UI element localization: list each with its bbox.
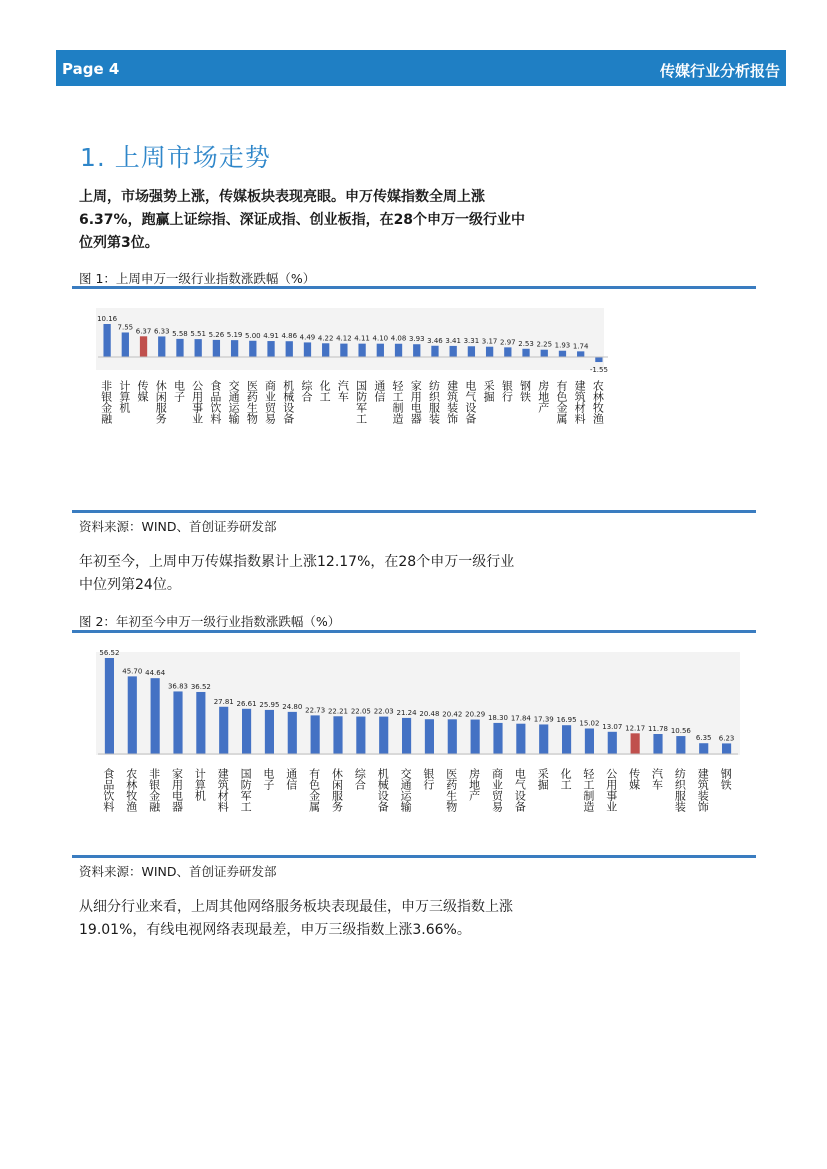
bar <box>722 743 731 754</box>
bar-value-label: 4.22 <box>317 334 334 343</box>
bar-value-label: 16.95 <box>556 716 577 725</box>
bar <box>265 710 274 754</box>
bar <box>448 719 457 754</box>
category-tick-label: 化工 <box>318 380 332 402</box>
category-tick-label: 商业贸易 <box>490 768 504 812</box>
bar-value-label: 5.26 <box>208 330 225 339</box>
bar-value-label: 22.21 <box>327 707 349 716</box>
category-tick-label: 交通运输 <box>227 380 241 424</box>
bar <box>486 347 493 357</box>
bar-value-label: 3.31 <box>463 337 480 346</box>
category-tick-label: 农林牧渔 <box>591 380 605 424</box>
bar <box>213 340 220 357</box>
bar <box>431 346 438 357</box>
bar-value-label: 2.97 <box>500 338 516 347</box>
category-tick-label: 公用事业 <box>604 768 618 812</box>
category-tick-label: 传媒 <box>627 768 641 790</box>
bar-value-label: 4.08 <box>390 334 407 343</box>
bar-value-label: 5.51 <box>190 330 206 339</box>
category-tick-label: 电气设备 <box>513 768 527 812</box>
category-tick-label: 医药生物 <box>444 768 458 812</box>
bar-value-label: 20.29 <box>465 710 486 719</box>
bar <box>541 350 548 357</box>
bar-value-label: 17.39 <box>533 715 554 724</box>
bar-value-label: 15.02 <box>579 719 600 728</box>
section-title: 1. 上周市场走势 <box>80 143 271 172</box>
category-tick-label: 采掘 <box>536 768 550 790</box>
bar-value-label: 22.03 <box>373 707 394 716</box>
category-tick-label: 化工 <box>559 768 573 790</box>
bar <box>608 732 617 754</box>
figure1-title: 图 1：上周申万一级行业指数涨跌幅（%） <box>79 271 316 286</box>
bar-value-label: 7.55 <box>117 323 134 332</box>
bar-value-label: 24.80 <box>282 702 303 711</box>
bar-value-label: 5.19 <box>226 331 243 340</box>
page-number: Page 4 <box>62 60 120 78</box>
category-tick-label: 食品饮料 <box>101 768 115 812</box>
bar-value-label: 10.56 <box>670 727 691 736</box>
category-tick-label: 电子 <box>172 380 186 402</box>
ytd-paragraph: 年初至今，上周申万传媒指数累计上涨12.17%，在28个申万一级行业中位列第24位。 <box>79 554 515 593</box>
bar-value-label: -1.55 <box>589 366 608 375</box>
category-tick-label: 国防军工 <box>354 380 368 424</box>
category-tick-label: 农林牧渔 <box>124 768 138 812</box>
category-tick-label: 轻工制造 <box>391 380 405 424</box>
category-tick-label: 家用电器 <box>409 380 423 424</box>
bar <box>356 717 365 754</box>
figure2-source: 资料来源：WIND、首创证券研发部 <box>79 864 277 879</box>
bar-value-label: 36.52 <box>190 682 211 691</box>
bar <box>128 676 137 754</box>
bar-value-label: 6.35 <box>695 734 712 743</box>
category-tick-label: 纺织服装 <box>427 380 441 424</box>
bar <box>595 357 602 362</box>
category-tick-label: 电气设备 <box>463 380 477 424</box>
bar <box>242 709 251 754</box>
bar <box>103 324 110 357</box>
bar <box>539 724 548 754</box>
bar-value-label: 6.37 <box>135 327 152 336</box>
category-tick-label: 建筑装饰 <box>696 768 710 812</box>
chart2-plot-background <box>96 652 740 755</box>
category-tick-label: 有色金属 <box>307 768 321 812</box>
bar <box>322 343 329 357</box>
bar <box>267 341 274 357</box>
bar-value-label: 21.24 <box>396 708 417 717</box>
bar-value-label: 5.58 <box>172 329 188 338</box>
bar-value-label: 4.10 <box>372 334 389 343</box>
category-tick-label: 综合 <box>353 768 367 790</box>
bar <box>176 339 183 357</box>
category-tick-label: 医药生物 <box>245 380 259 424</box>
category-tick-label: 传媒 <box>136 380 150 402</box>
bar-value-label: 4.49 <box>299 333 316 342</box>
category-tick-label: 汽车 <box>336 380 350 402</box>
category-tick-label: 公用事业 <box>190 380 204 424</box>
bar <box>562 725 571 754</box>
bar <box>676 736 685 754</box>
category-tick-label: 钢铁 <box>518 380 532 402</box>
bar <box>395 344 402 357</box>
bar <box>195 339 202 357</box>
bar-value-label: 11.78 <box>647 724 669 733</box>
bar <box>585 728 594 754</box>
category-tick-label: 计算机 <box>193 768 207 801</box>
bar-value-label: 22.05 <box>350 707 371 716</box>
category-tick-label: 银行 <box>421 768 435 790</box>
category-tick-label: 家用电器 <box>170 768 184 812</box>
bar <box>516 724 525 754</box>
bar <box>105 658 114 754</box>
bar <box>358 344 365 357</box>
category-tick-label: 轻工制造 <box>581 768 595 812</box>
bar <box>122 332 129 357</box>
category-tick-label: 房地产 <box>536 380 550 413</box>
category-tick-label: 休闲服务 <box>154 380 168 424</box>
bar-value-label: 25.95 <box>259 700 280 709</box>
category-tick-label: 建筑材料 <box>573 380 587 424</box>
bar <box>311 715 320 754</box>
category-tick-label: 通信 <box>284 768 298 790</box>
category-tick-label: 采掘 <box>482 380 496 402</box>
bar-value-label: 44.64 <box>145 669 166 678</box>
bar <box>286 341 293 357</box>
ytd-industry-chart <box>90 640 750 825</box>
bar <box>559 351 566 357</box>
bar <box>577 351 584 357</box>
category-tick-label: 非银金融 <box>147 768 161 812</box>
bar <box>231 340 238 357</box>
category-tick-label: 钢铁 <box>719 768 733 790</box>
bar <box>288 712 297 754</box>
bar-value-label: 1.74 <box>572 342 589 351</box>
category-tick-label: 商业贸易 <box>263 380 277 424</box>
bar <box>450 346 457 357</box>
category-tick-label: 休闲服务 <box>330 768 344 812</box>
bar <box>413 344 420 357</box>
category-tick-label: 机械设备 <box>281 380 295 424</box>
bar-value-label: 22.73 <box>305 706 326 715</box>
category-tick-label: 汽车 <box>650 768 664 790</box>
bar-value-label: 6.23 <box>718 734 735 743</box>
figure1-source: 资料来源：WIND、首创证券研发部 <box>79 519 277 534</box>
category-tick-label: 有色金属 <box>554 380 568 424</box>
figure2-top-rule <box>72 630 756 633</box>
figure1-bottom-rule <box>72 510 756 513</box>
summary-paragraph: 上周，市场强势上涨，传媒板块表现亮眼。申万传媒指数全周上涨6.37%，跑赢上证综指、深证成指、创业板指，在28个申万一级行业中位列第3位。 <box>79 189 526 251</box>
category-tick-label: 银行 <box>500 380 514 402</box>
bar-value-label: 27.81 <box>213 697 234 706</box>
bar-value-label: 2.53 <box>518 339 534 348</box>
bar-value-label: 10.16 <box>97 315 118 323</box>
bar-value-label: 3.46 <box>427 336 443 345</box>
bar-value-label: 5.00 <box>245 331 261 340</box>
bar <box>173 691 182 754</box>
category-tick-label: 通信 <box>372 380 386 402</box>
bar <box>493 723 502 754</box>
bar-value-label: 45.70 <box>122 667 143 676</box>
category-tick-label: 交通运输 <box>399 768 413 812</box>
report-title: 传媒行业分析报告 <box>659 62 780 80</box>
bar-value-label: 2.25 <box>536 340 553 349</box>
category-tick-label: 食品饮料 <box>208 380 222 424</box>
category-tick-label: 房地产 <box>467 768 481 801</box>
bar-value-label: 4.12 <box>336 334 352 343</box>
bar-value-label: 56.52 <box>99 649 120 657</box>
bar <box>471 720 480 754</box>
bar <box>196 692 205 754</box>
bar <box>377 344 384 357</box>
category-tick-label: 非银金融 <box>99 380 113 424</box>
bar <box>522 349 529 357</box>
bar-value-label: 3.17 <box>481 337 498 346</box>
bar-value-label: 20.48 <box>419 710 440 719</box>
bar-value-label: 26.61 <box>236 699 257 708</box>
bar <box>699 743 708 754</box>
bar-value-label: 13.07 <box>602 722 623 731</box>
bar <box>151 678 160 754</box>
bar <box>379 717 388 754</box>
bar <box>425 719 434 754</box>
figure1-top-rule <box>72 286 756 289</box>
category-tick-label: 建筑材料 <box>216 768 230 812</box>
bar <box>402 718 411 754</box>
page-header <box>56 50 786 86</box>
bar <box>249 341 256 357</box>
bar <box>504 347 511 357</box>
figure2-title: 图 2：年初至今申万一级行业指数涨跌幅（%） <box>79 614 341 629</box>
category-tick-label: 建筑装饰 <box>445 380 459 424</box>
bar <box>333 716 342 754</box>
bar-value-label: 4.91 <box>263 332 279 341</box>
bar-value-label: 1.93 <box>554 341 571 350</box>
bar-value-label: 4.11 <box>354 334 370 343</box>
category-tick-label: 电子 <box>261 768 275 790</box>
bar <box>653 734 662 754</box>
category-tick-label: 综合 <box>299 380 313 402</box>
bar-value-label: 6.33 <box>153 327 170 336</box>
bar-value-label: 17.84 <box>510 714 531 723</box>
weekly-industry-chart <box>90 296 610 446</box>
category-tick-label: 计算机 <box>117 380 131 413</box>
subsector-paragraph: 从细分行业来看，上周其他网络服务板块表现最佳，申万三级指数上涨19.01%，有线电视网络表现最差，申万三级指数上涨3.66%。 <box>79 899 513 938</box>
category-tick-label: 纺织服装 <box>673 768 687 812</box>
bar-value-label: 36.83 <box>167 682 189 691</box>
bar-value-label: 3.93 <box>408 335 425 344</box>
bar <box>140 336 147 357</box>
bar <box>468 346 475 357</box>
bar-value-label: 3.41 <box>445 336 461 345</box>
bar <box>158 336 165 357</box>
bar <box>219 707 228 754</box>
bar <box>631 733 640 754</box>
figure2-bottom-rule <box>72 855 756 858</box>
bar-value-label: 4.86 <box>281 332 298 341</box>
bar-value-label: 18.30 <box>487 713 509 722</box>
category-tick-label: 国防军工 <box>239 768 253 812</box>
bar-value-label: 20.42 <box>442 710 463 719</box>
bar <box>304 342 311 357</box>
category-tick-label: 机械设备 <box>376 768 390 812</box>
bar <box>340 344 347 357</box>
bar-value-label: 12.17 <box>625 724 646 733</box>
